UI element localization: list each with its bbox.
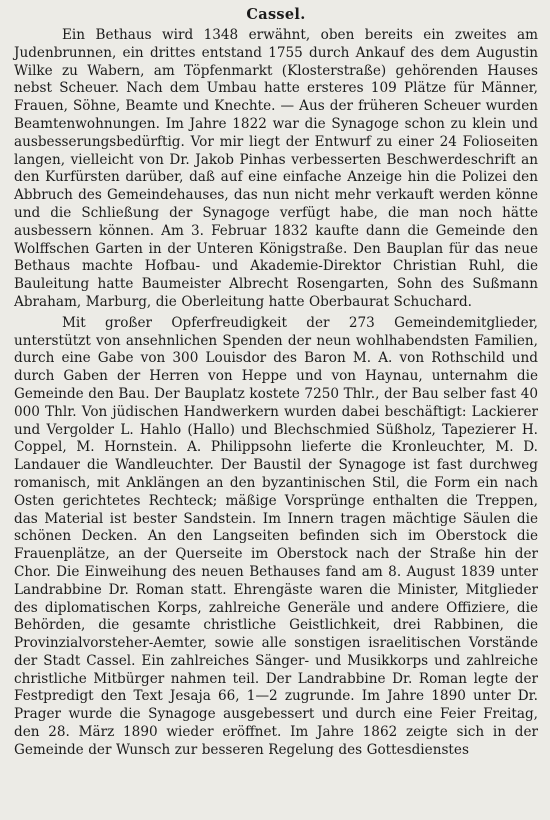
paragraph-2: Mit großer Opferfreudigkeit der 273 Gemeindemitglieder, unterstützt von ansehnlichen Spenden der neun wohlhabendsten Familien, durch eine Gabe von 300 Louisdor des Baron M. A. von Rothschild und durch Gaben der Herren von Heppe und von Haynau, unternahm die Gemeinde den Bau. Der Bauplatz kostete 7250 Thlr., der Bau selber fast 40 000 Thlr. Von jüdischen Handwerkern wurden dabei beschäftigt: Lackierer und Vergolder L. Hahlo (Hallo) und Blechschmied Süßholz, Tapezierer H. Coppel, M. Hornstein. A. Philippsohn lieferte die Kronleuchter, M. D. Landauer die Wandleuchter. Der Baustil der Synagoge ist fast durchweg romanisch, mit Anklängen an den byzantinischen Stil, die Form ein nach Osten gerichtetes Rechteck; mäßige Vorsprünge enthalten die Treppen, das Material ist bester Sandstein. Im Innern tragen mächtige Säulen die schönen Decken. An den Langseiten befinden sich im Oberstock die Frauenplätze, an der Querseite im Oberstock nach der Straße hin der Chor. Die Einweihung des neuen Bethauses fand am 8. August 1839 unter Landrabbine Dr. Roman statt. Ehrengäste waren die Minister, Mitglieder des diplomatischen Korps, zahlreiche Generäle und andere Offiziere, die Behörden, die gesamte christliche Geistlichkeit, drei Rabbinen, die Provinzialvorsteher-Aemter, sowie alle sonstigen israelitischen Vorstände der Stadt Cassel. Ein zahlreiches Sänger- und Musikkorps und zahlreiche christliche Mitbürger nahmen teil. Der Landrabbine Dr. Roman legte der Festpredigt den Text Jesaja 66, 1—2 zugrunde. Im Jahre 1890 unter Dr. Prager wurde die Synagoge ausgebessert und durch eine Feier Freitag, den 28. März 1890 wieder eröffnet. Im Jahre 1862 zeigte sich in der Gemeinde der Wunsch zur besseren Regelung des Gottesdienstes: [14, 314, 538, 758]
paragraph-1: Ein Bethaus wird 1348 erwähnt, oben bereits ein zweites am Judenbrunnen, ein drittes entstand 1755 durch Ankauf des dem Augustin Wilke zu Wabern, am Töpfenmarkt (Klosterstraße) gehörenden Hauses nebst Scheuer. Nach dem Umbau hatte ersteres 109 Plätze für Männer, Frauen, Söhne, Beamte und Knechte. — Aus der früheren Scheuer wurden Beamtenwohnungen. Im Jahre 1822 war die Synagoge schon zu klein und ausbesserungsbedürftig. Vor mir liegt der Entwurf zu einer 24 Folioseiten langen, vielleicht von Dr. Jakob Pinhas verbesserten Beschwerdeschrift an den Kurfürsten darüber, daß auf eine einfache Anzeige hin die Polizei den Abbruch des Gemeindehauses, das nun nicht mehr verkauft werden könne und die Schließung der Synagoge verfügt habe, die man noch hätte ausbessern können. Am 3. Februar 1832 kaufte dann die Gemeinde den Wolffschen Garten in der Unteren Königstraße. Den Bauplan für das neue Bethaus machte Hofbau- und Akademie-Direktor Christian Ruhl, die Bauleitung hatte Baumeister Albrecht Rosengarten, Sohn des Sußmann Abraham, Marburg, die Oberleitung hatte Oberbaurat Schuchard.: [14, 27, 538, 310]
page-title: Cassel.: [246, 6, 306, 23]
